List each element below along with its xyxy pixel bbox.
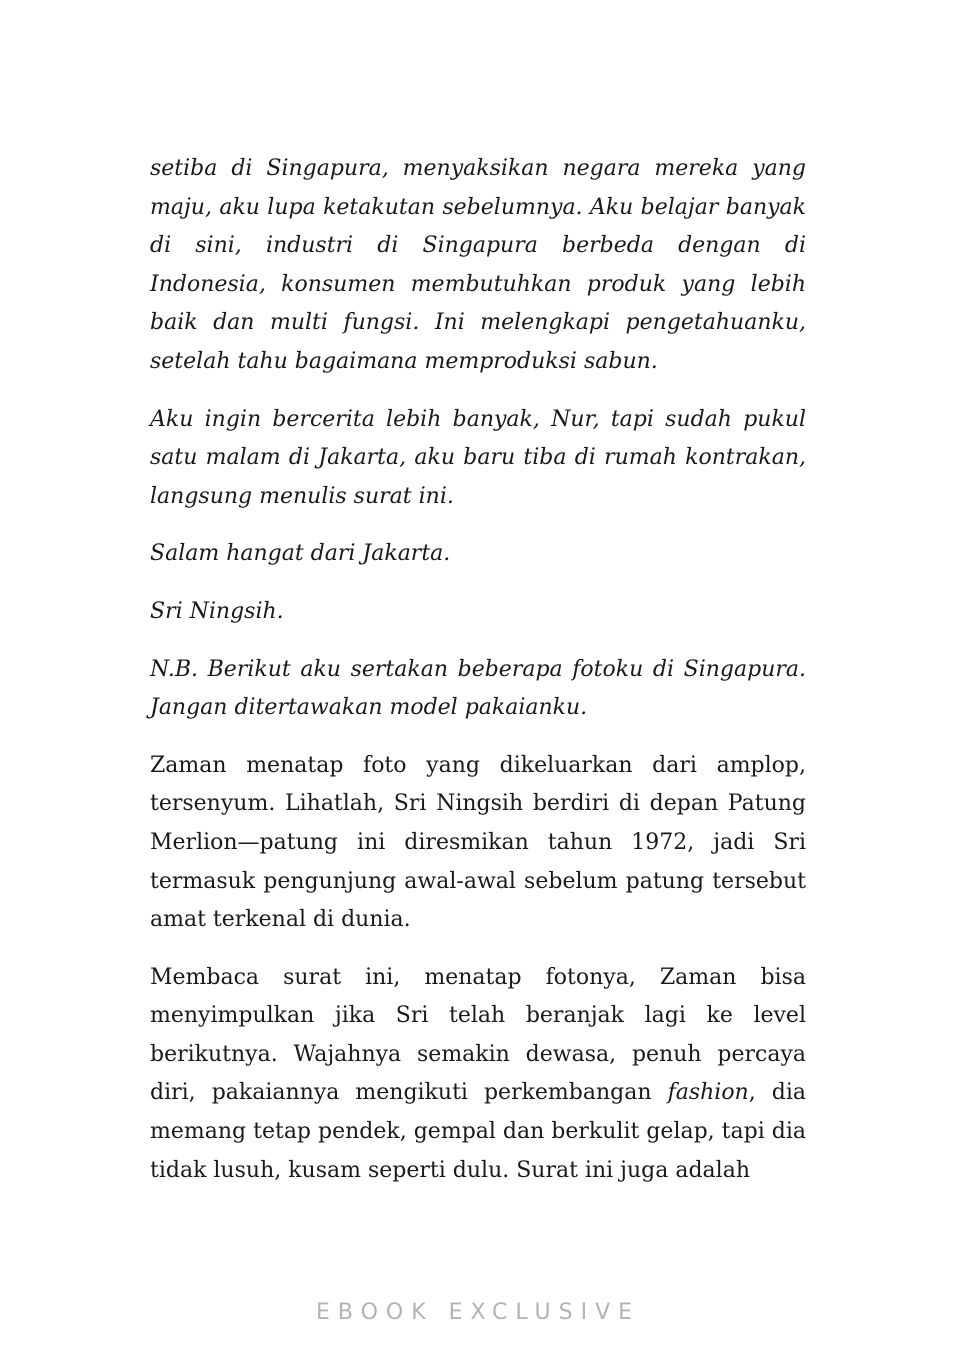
prose-paragraph-2-start: Membaca surat ini, menatap fotonya, Zaman bisa menyimpulkan jika Sri telah beranjak lagi ke level berikutnya. Wajahnya semakin dewasa, penuh percaya diri, pakaiannya mengikuti perkembangan [150,964,806,1106]
prose-paragraph-2-term: fashion [667,1080,749,1106]
letter-signature: Sri Ningsih. [150,598,284,624]
prose-paragraph-1: Zaman menatap foto yang dikeluarkan dari amplop, tersenyum. Lihatlah, Sri Ningsih berdiri di depan Patung Merlion—patung ini diresmikan tahun 1972, jadi Sri termasuk pengunjung awal-awal sebelum patung tersebut amat terkenal di dunia. [150,752,806,933]
letter-closing: Salam hangat dari Jakarta. [150,541,451,567]
prose-paragraph-2-end: , dia memang tetap pendek, gempal dan berkulit gelap, tapi dia tidak lusuh, kusam seperti dulu. Surat ini juga adalah [150,1080,806,1183]
footer-label: EBOOK EXCLUSIVE [315,1300,641,1325]
page-body [150,150,806,1209]
letter-paragraph-2: Aku ingin bercerita lebih banyak, Nur, tapi sudah pukul satu malam di Jakarta, aku baru tiba di rumah kontrakan, langsung menulis surat ini. [150,406,806,509]
letter-paragraph-1: setiba di Singapura, menyaksikan negara mereka yang maju, aku lupa ketakutan sebelumnya. Aku belajar banyak di sini, industri di Singapura berbeda dengan di Indonesia, konsumen membutuhkan produk yang lebih baik dan multi fungsi. Ini melengkapi pengetahuanku, setelah tahu bagaimana memproduksi sabun. [150,156,806,374]
prose-paragraph-2 [150,959,806,1191]
letter-postscript: N.B. Berikut aku sertakan beberapa fotoku di Singapura. Jangan ditertawakan model pakaianku. [150,656,806,721]
